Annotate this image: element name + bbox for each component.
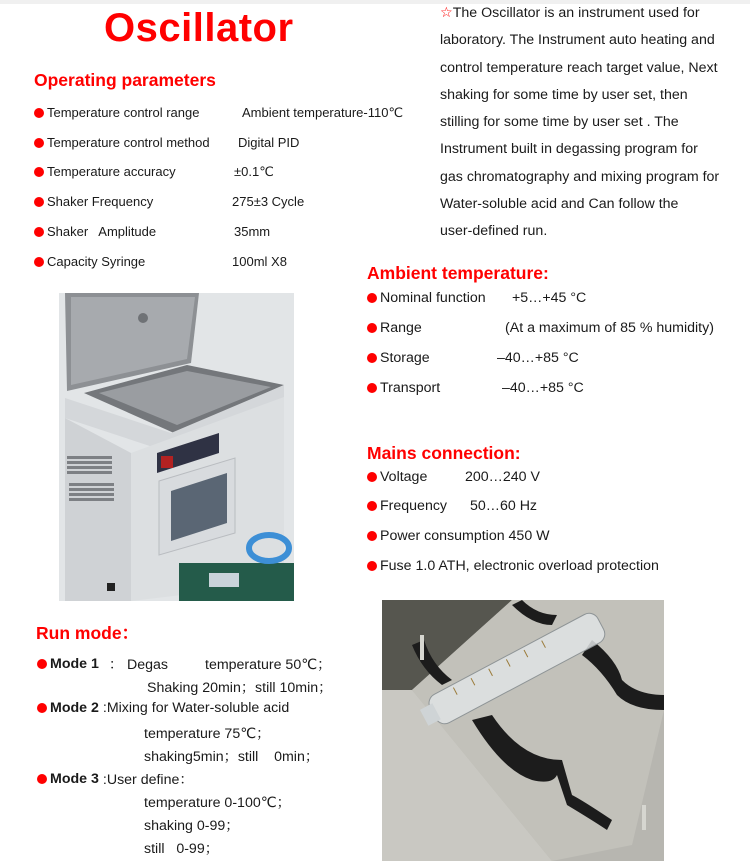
bullet-icon <box>37 774 47 784</box>
bullet-icon <box>367 472 377 482</box>
param-row-3: Shaker Frequency <box>34 194 153 209</box>
bullet-icon <box>367 383 377 393</box>
param-row-0: Temperature control range <box>34 105 199 120</box>
param-value-4: 35mm <box>234 224 271 239</box>
mode-3-row <box>37 769 194 789</box>
bullet-icon <box>37 659 47 669</box>
mode-1-type: ： Degas <box>108 657 169 673</box>
ambient-value-1: (At a maximum of 85 % humidity) <box>505 320 714 336</box>
param-row-1: Temperature control method <box>34 135 210 150</box>
ambient-value-2: –40…+85 °C <box>497 350 579 366</box>
bullet-icon <box>367 353 377 363</box>
mode-2-name: Mode 2 <box>50 700 99 716</box>
mode-1-name: Mode 1 <box>50 656 99 672</box>
param-value-0: Ambient temperature-110℃ <box>242 105 404 120</box>
syringe-tray-photo <box>382 600 664 861</box>
mode-2-timing: shaking5min；still 0min； <box>144 749 320 765</box>
ambient-value-0: +5…+45 °C <box>512 290 587 306</box>
mains-row-1: Frequency <box>367 498 447 514</box>
mode-2-temperature: temperature 75℃； <box>144 726 271 742</box>
mode-1-row <box>37 654 168 674</box>
operating-parameters-heading: Operating parameters <box>34 70 216 90</box>
bullet-icon <box>34 138 44 148</box>
param-value-3: 275±3 Cycle <box>232 194 305 209</box>
mode-3-still: still 0-99； <box>144 841 219 857</box>
bullet-icon <box>367 293 377 303</box>
star-icon: ☆ <box>440 5 453 21</box>
param-row-5: Capacity Syringe <box>34 254 145 269</box>
ambient-temperature-heading: Ambient temperature: <box>367 263 549 283</box>
ambient-row-1: Range <box>367 320 422 336</box>
bullet-icon <box>34 167 44 177</box>
page-title: Oscillator <box>104 6 294 50</box>
description-paragraph <box>440 0 750 246</box>
mode-1-temperature: temperature 50℃； <box>205 657 332 673</box>
description-line-2: control temperature reach target value, Next <box>440 59 718 76</box>
mode-2-type: :Mixing for Water-soluble acid <box>102 700 290 716</box>
mode-3-name: Mode 3 <box>50 771 99 787</box>
bullet-icon <box>34 227 44 237</box>
mains-connection-heading: Mains connection: <box>367 443 521 463</box>
mode-3-shaking: shaking 0-99； <box>144 818 240 834</box>
mains-value-0: 200…240 V <box>465 469 540 485</box>
bullet-icon <box>34 197 44 207</box>
bullet-icon <box>37 703 47 713</box>
ambient-row-3: Transport <box>367 380 440 396</box>
param-row-2: Temperature accuracy <box>34 164 176 179</box>
bullet-icon <box>367 531 377 541</box>
description-line-1: laboratory. The Instrument auto heating and <box>440 32 715 49</box>
mains-row-0: Voltage <box>367 469 427 485</box>
param-row-4: Shaker Amplitude <box>34 224 156 239</box>
mains-row-3: Fuse 1.0 ATH, electronic overload protection <box>367 558 659 574</box>
description-line-0: ☆The Oscillator is an instrument used for <box>440 5 700 21</box>
mains-value-1: 50…60 Hz <box>470 498 538 514</box>
mode-2-row <box>37 700 289 716</box>
mode-3-type: :User define： <box>102 772 194 788</box>
ambient-row-0: Nominal function <box>367 290 486 306</box>
bullet-icon <box>367 323 377 333</box>
param-value-2: ±0.1℃ <box>234 164 274 179</box>
bullet-icon <box>34 257 44 267</box>
description-line-4: stilling for some time by user set . The <box>440 114 679 131</box>
param-value-5: 100ml X8 <box>232 254 287 269</box>
run-mode-heading: Run mode： <box>36 623 140 643</box>
bullet-icon <box>34 108 44 118</box>
ambient-value-3: –40…+85 °C <box>502 380 584 396</box>
ambient-row-2: Storage <box>367 350 430 366</box>
description-line-3: shaking for some time by user set, then <box>440 86 688 103</box>
mode-3-temperature: temperature 0-100℃； <box>144 795 291 811</box>
description-line-6: gas chromatography and mixing program for <box>440 168 720 185</box>
bullet-icon <box>367 561 377 571</box>
description-line-7: Water-soluble acid and Can follow the <box>440 196 679 213</box>
param-value-1: Digital PID <box>238 135 300 150</box>
mode-1-timing: Shaking 20min；still 10min； <box>147 680 333 696</box>
instrument-photo <box>59 293 294 601</box>
mains-row-2: Power consumption 450 W <box>367 528 550 544</box>
bullet-icon <box>367 501 377 511</box>
description-line-5: Instrument built in degassing program for <box>440 141 698 158</box>
description-line-8: user-defined run. <box>440 223 548 240</box>
